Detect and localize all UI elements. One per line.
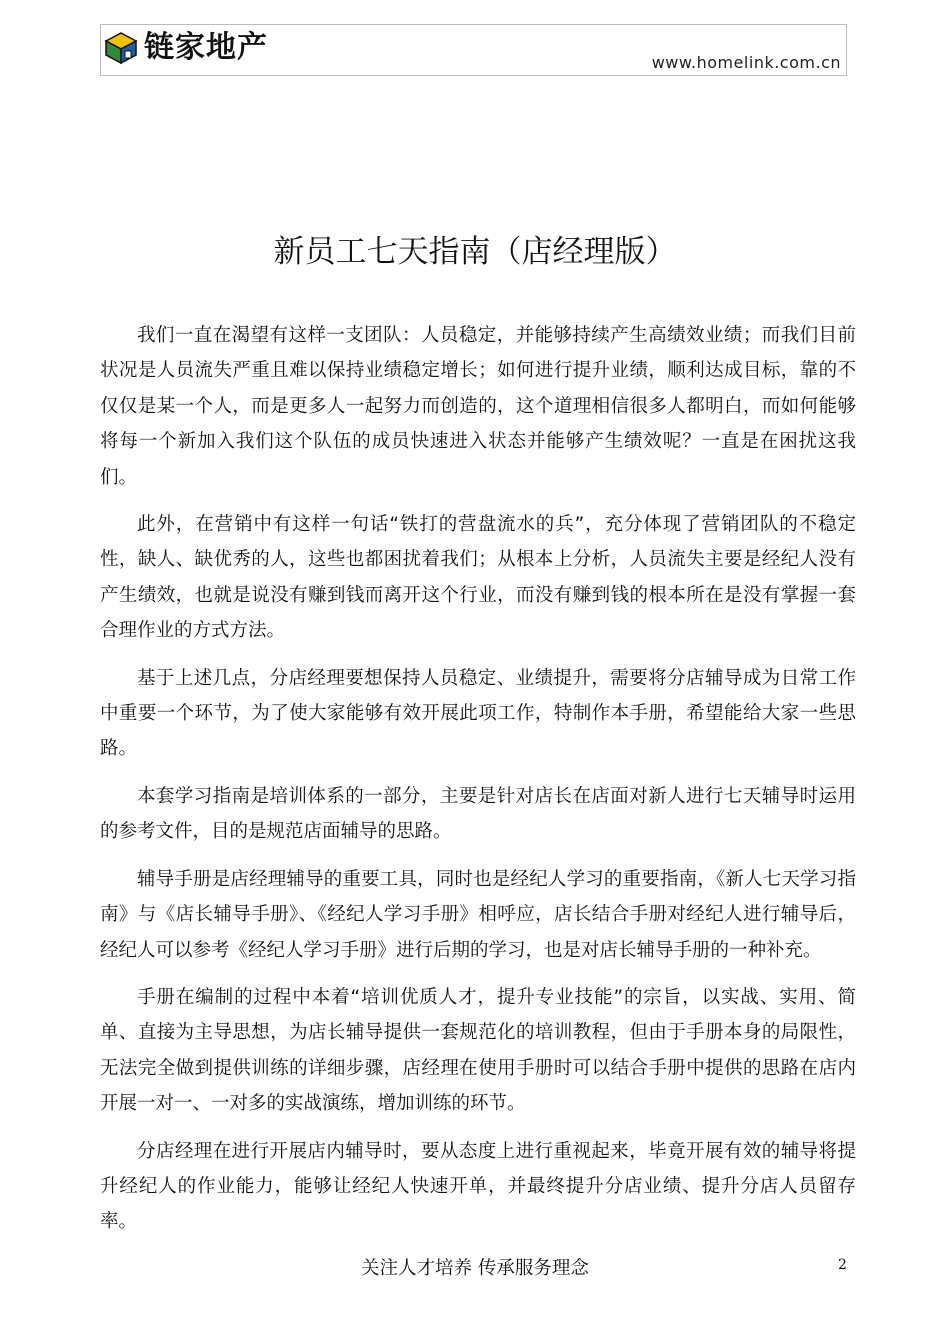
logo-text: 链家地产 [144, 30, 268, 65]
paragraph: 手册在编制的过程中本着“培训优质人才，提升专业技能”的宗旨，以实战、实用、简单、直接为主导思想，为店长辅导提供一套规范化的培训教程，但由于手册本身的局限性，无法完全做到提供训练的详细步骤，店经理在使用手册时可以结合手册中提供的思路在店内开展一对一、一对多的实战演练，增加训练的环节。 [100, 986, 856, 1115]
company-logo [104, 28, 268, 68]
paragraph: 辅导手册是店经理辅导的重要工具，同时也是经纪人学习的重要指南，《新人七天学习指南》与《店长辅导手册》、《经纪人学习手册》相呼应，店长结合手册对经纪人进行辅导后，经纪人可以参考《经纪人学习手册》进行后期的学习，也是对店长辅导手册的一种补充。 [100, 868, 856, 961]
paragraph: 分店经理在进行开展店内辅导时，要从态度上进行重视起来，毕竟开展有效的辅导将提升经纪人的作业能力，能够让经纪人快速开单，并最终提升分店业绩、提升分店人员留存率。 [100, 1140, 856, 1233]
paragraph: 我们一直在渴望有这样一支团队：人员稳定，并能够持续产生高绩效业绩；而我们目前状况是人员流失严重且难以保持业绩稳定增长；如何进行提升业绩，顺利达成目标，靠的不仅仅是某一个人，而是更多人一起努力而创造的，这个道理相信很多人都明白，而如何能够将每一个新加入我们这个队伍的成员快速进入状态并能够产生绩效呢？一直是在困扰这我们。 [100, 325, 856, 488]
house-cube-icon [104, 31, 138, 65]
paragraph: 本套学习指南是培训体系的一部分，主要是针对店长在店面对新人进行七天辅导时运用的参考文件，目的是规范店面辅导的思路。 [100, 785, 856, 843]
footer-slogan: 关注人才培养 传承服务理念 [361, 1258, 589, 1279]
document-body [100, 318, 856, 1252]
page-header [100, 24, 847, 76]
document-title: 新员工七天指南（店经理版） [273, 234, 677, 270]
site-url: www.homelink.com.cn [651, 53, 841, 72]
paragraph: 此外，在营销中有这样一句话“铁打的营盘流水的兵”，充分体现了营销团队的不稳定性，缺人、缺优秀的人，这些也都困扰着我们；从根本上分析，人员流失主要是经纪人没有产生绩效，也就是说没有赚到钱而离开这个行业，而没有赚到钱的根本所在是没有掌握一套合理作业的方式方法。 [100, 514, 856, 642]
paragraph: 基于上述几点，分店经理要想保持人员稳定、业绩提升，需要将分店辅导成为日常工作中重要一个环节，为了使大家能够有效开展此项工作，特制作本手册，希望能给大家一些思路。 [100, 667, 856, 760]
page-number: 2 [838, 1257, 847, 1273]
